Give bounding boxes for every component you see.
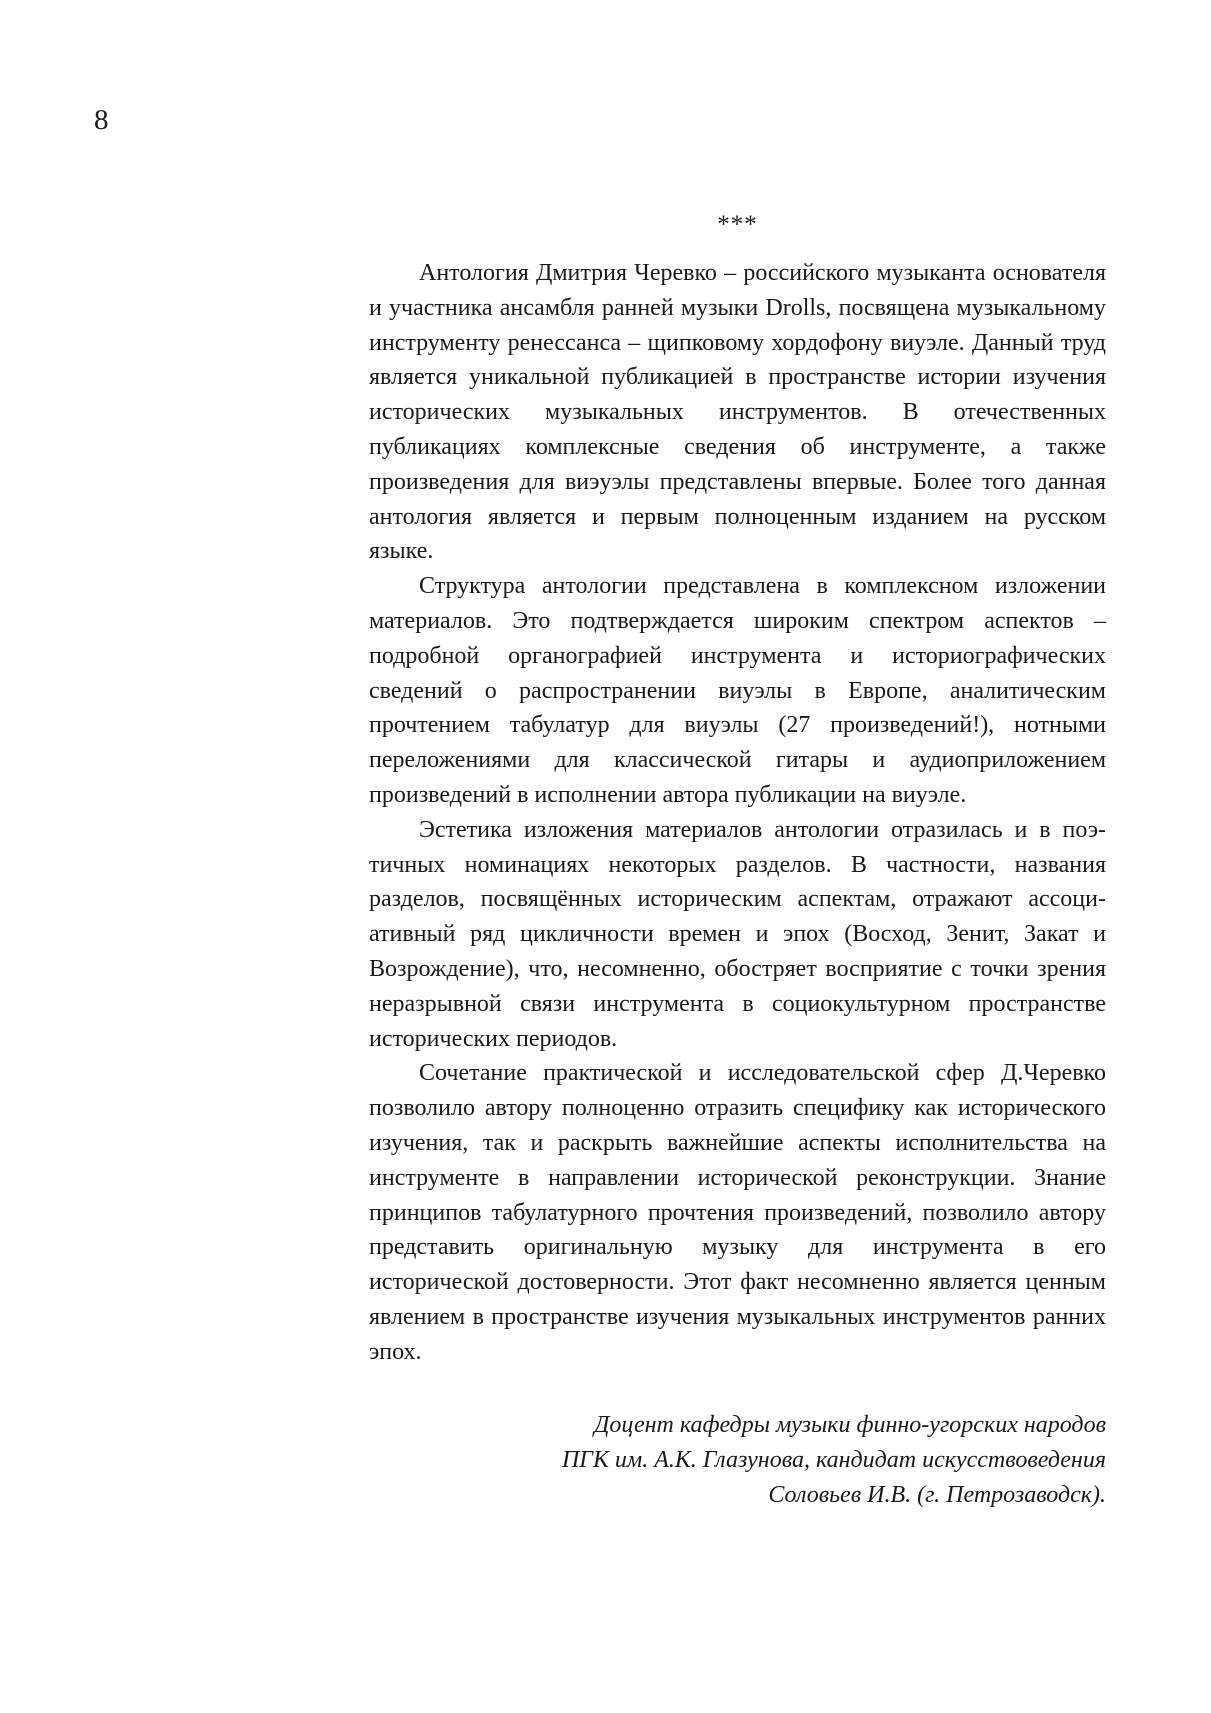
reviewer-signature — [369, 1408, 1106, 1513]
signature-line-institution: ПГК им. А.К. Глазунова, кандидат искусствоведения — [561, 1447, 1106, 1473]
review-text — [369, 256, 1106, 1370]
review-paragraph-3: Эстетика изложения материалов антологии отразилась и в поэтичных номинациях некоторых разделов. В частности, названия разделов, посвящённых историческим аспектам, отражают ассоциативный ряд цикличности времен и эпох (Восход, Зенит, Закат и Возрождение), что, несомненно, обостряет восприятие с точки зрения неразрывной связи инструмента в социокультурном пространстве исторических периодов. — [369, 816, 1106, 1052]
signature-line-name: Соловьев И.В. (г. Петрозаводск). — [768, 1482, 1106, 1508]
review-paragraph-1: Антология Дмитрия Черевко – российского музыканта основателя и участника ансамбля ранней музыки Drolls, посвящена музыкальному инструменту ренессанса – щипковому хордофону виуэле. Данный труд является уникальной публикацией в пространстве истории изучения исторических музыкальных инструментов. В отечественных публикациях комплексные сведения об инструменте, а также произведения для виэуэлы представлены впервые. Более того данная антология является и первым полноценным изданием на русском языке. — [369, 260, 1106, 565]
signature-line-position: Доцент кафедры музыки финно-угорских народов — [594, 1412, 1106, 1438]
page-number: 8 — [94, 104, 109, 136]
review-paragraph-2: Структура антологии представлена в комплексном изложении материалов. Это подтверждается широким спектром аспектов – подробной органографией инструмента и историографических сведений о распространении виуэлы в Европе, аналитическим прочтением табулатур для виуэлы (27 произведений!), нотными переложениями для классической гитары и аудиоприложением произведений в исполнении автора публикации на виуэле. — [369, 573, 1106, 808]
section-separator: *** — [717, 211, 758, 238]
review-paragraph-4: Сочетание практической и исследовательской сфер Д.Черевко позволило автору полноценно отразить специфику как исторического изучения, так и раскрыть важнейшие аспекты исполнительства на инструменте в направлении исторической реконструкции. Знание принципов табулатурного прочтения произведений, позволило автору представить оригинальную музыку для инструмента в его исторической достоверности. Этот факт несомненно является ценным явлением в пространстве изучения музыкальных инструментов ранних эпох. — [369, 1060, 1106, 1365]
